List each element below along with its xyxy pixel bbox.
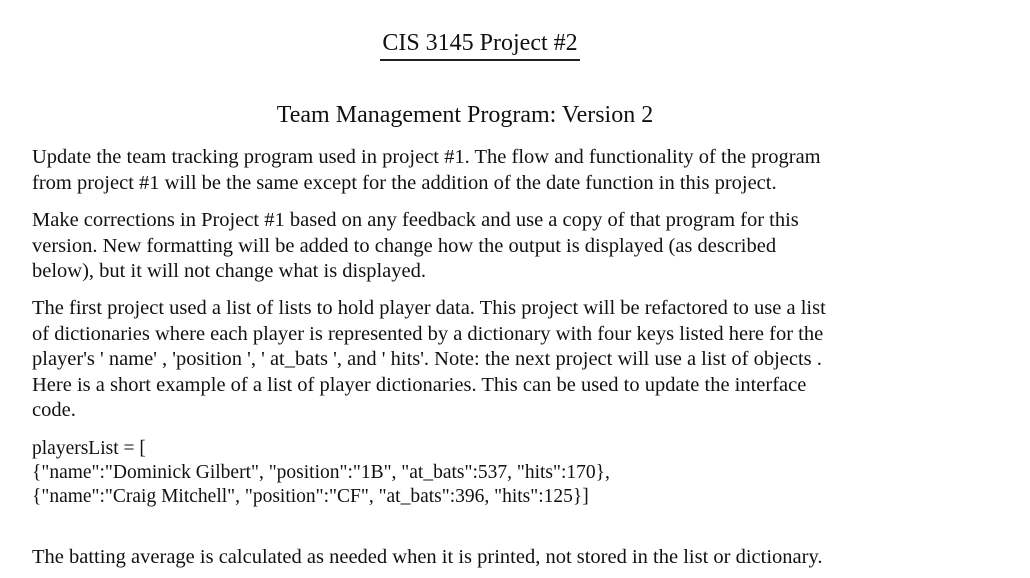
code-line: {"name":"Dominick Gilbert", "position":"1B", "at_bats":537, "hits":170}, — [32, 462, 610, 483]
code-line: playersList = [ — [32, 438, 146, 459]
paragraph-corrections — [32, 208, 1012, 285]
paragraph-line: Make corrections in Project #1 based on any feedback and use a copy of that program for this — [32, 209, 799, 231]
paragraph-line: of dictionaries where each player is represented by a dictionary with four keys listed here for the — [32, 322, 824, 345]
code-example — [32, 437, 1012, 509]
document-subtitle-text: Team Management Program: Version 2 — [276, 102, 654, 128]
paragraph-line: version. New formatting will be added to change how the output is displayed (as described — [32, 234, 777, 257]
document-title-text: CIS 3145 Project #2 — [380, 28, 579, 61]
paragraph-line: Here is a short example of a list of player dictionaries. This can be used to update the interface — [32, 373, 807, 396]
paragraph-line: from project #1 will be the same except for the addition of the date function in this project. — [32, 171, 777, 194]
paragraph-line: player's ' name' , 'position ', ' at_bats ', and ' hits'. Note: the next project will use a list of objects . — [32, 348, 822, 370]
document-title — [0, 28, 1030, 61]
paragraph-line: code. — [32, 399, 76, 421]
paragraph-line: Update the team tracking program used in project #1. The flow and functionality of the program — [32, 146, 821, 168]
paragraph-batting-average — [32, 545, 1012, 571]
paragraph-update-program — [32, 145, 1012, 196]
code-line: {"name":"Craig Mitchell", "position":"CF", "at_bats":396, "hits":125}] — [32, 486, 589, 507]
document-subtitle — [0, 100, 1030, 130]
paragraph-line: The first project used a list of lists to hold player data. This project will be refactored to use a list — [32, 297, 826, 319]
paragraph-dictionaries — [32, 296, 1012, 424]
paragraph-line: The batting average is calculated as needed when it is printed, not stored in the list or dictionary. — [32, 546, 823, 568]
paragraph-line: below), but it will not change what is displayed. — [32, 260, 426, 282]
